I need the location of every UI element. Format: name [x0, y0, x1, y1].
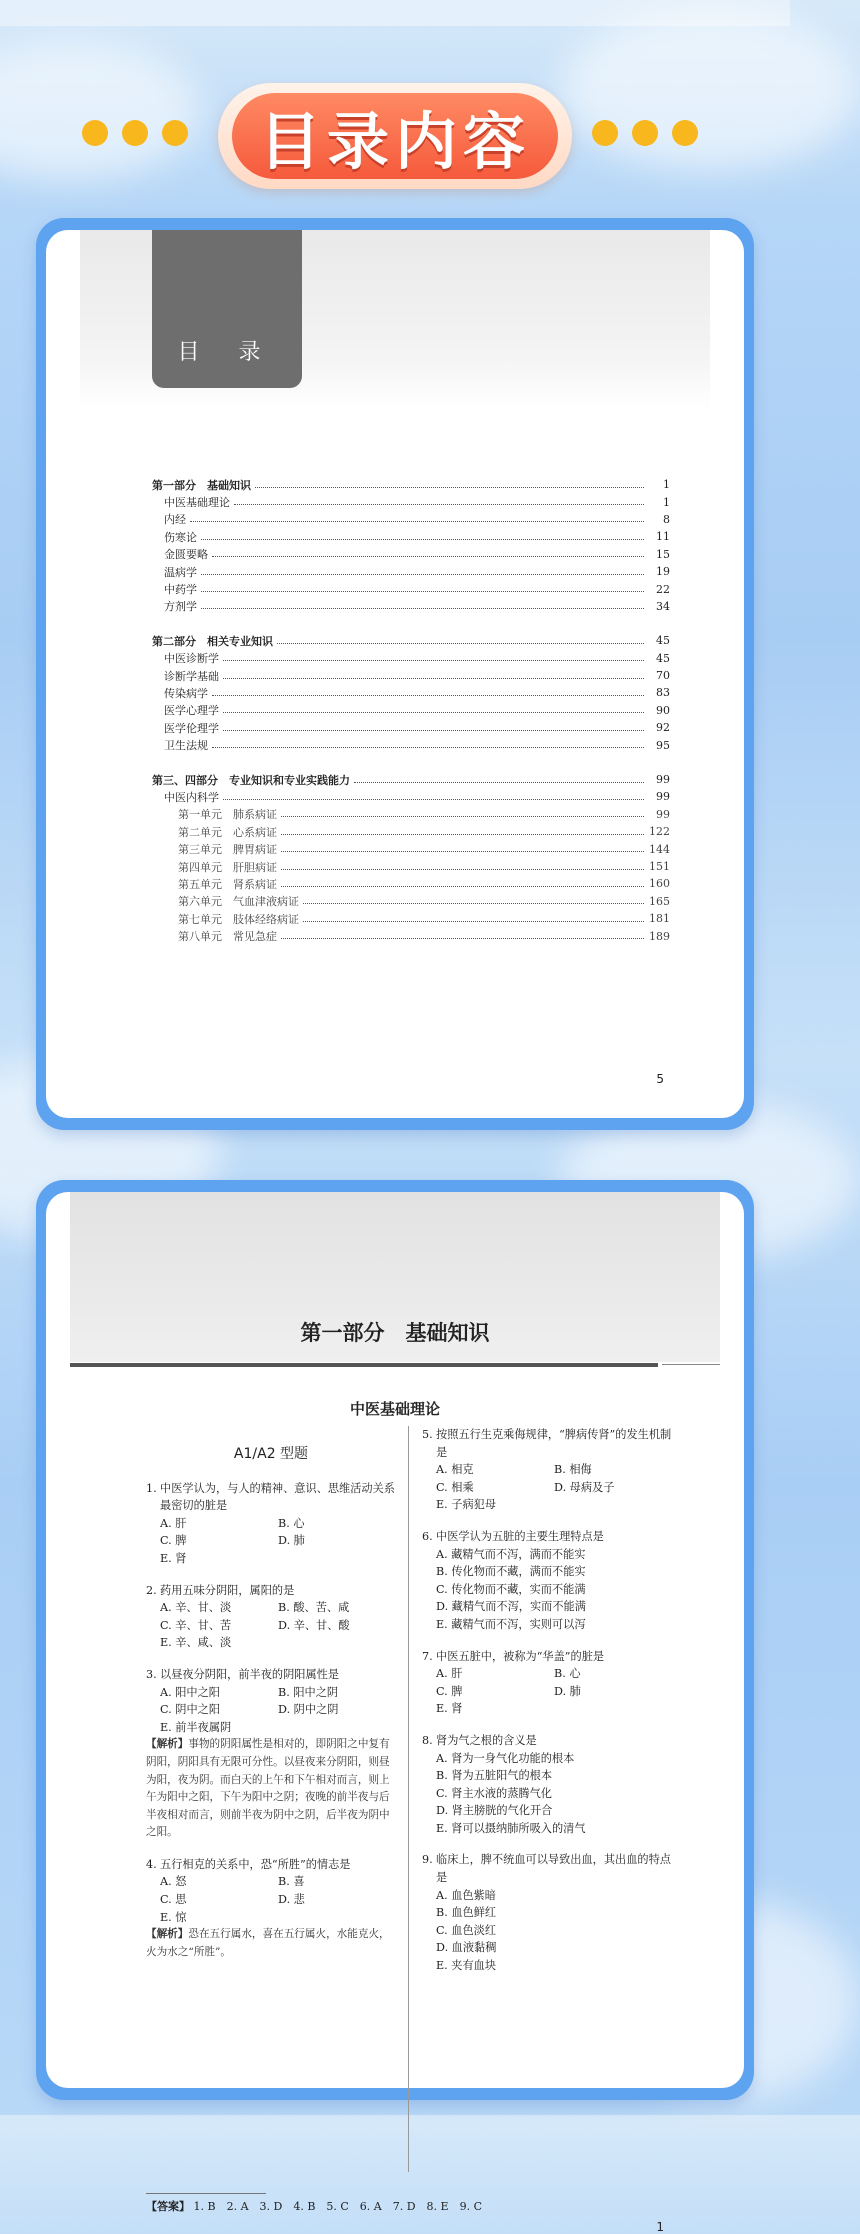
answer-option: A. 肝 — [160, 1516, 187, 1530]
answer-option: B. 心 — [554, 1667, 581, 1681]
question-text: 肾为气之根的含义是 — [436, 1733, 537, 1747]
options-grid — [422, 1750, 672, 1838]
answer-option: E. 子病犯母 — [436, 1498, 497, 1512]
question-text: 临床上，脾不统血可以导致出血，其出血的特点是 — [436, 1853, 671, 1885]
answer-option: A. 肾为一身气化功能的根本 — [436, 1751, 575, 1765]
toc-entry — [152, 927, 670, 944]
toc-entry-label: 卫生法规 — [164, 737, 212, 753]
toc-entry-label: 传染病学 — [164, 685, 212, 701]
toc-entry-page: 11 — [644, 530, 670, 543]
question-stem — [422, 1732, 672, 1750]
question-text: 中医学认为，与人的精神、意识、思维活动关系最密切的脏是 — [160, 1481, 395, 1513]
answer-option: B. 血色鲜红 — [436, 1906, 497, 1920]
toc-entry — [152, 667, 670, 684]
question-text: 按照五行生克乘侮规律，“脾病传肾”的发生机制是 — [436, 1428, 672, 1459]
content-page — [46, 1192, 744, 2234]
toc-entry — [152, 893, 670, 910]
toc-entry — [152, 684, 670, 701]
toc-entry-page: 22 — [644, 583, 670, 596]
toc-entry-page: 45 — [644, 634, 670, 647]
answer-option: D. 肺 — [278, 1534, 305, 1548]
toc-entry-page: 99 — [644, 790, 670, 803]
toc-entry — [152, 788, 670, 805]
answer-option: B. 喜 — [278, 1875, 305, 1889]
question-item — [422, 1528, 672, 1634]
question-number: 7. — [422, 1649, 433, 1663]
answer-option: B. 心 — [278, 1516, 305, 1530]
toc-entry-label: 金匮要略 — [164, 546, 212, 562]
toc-leader-dots — [223, 792, 644, 800]
section-title: 中医基础理论 — [349, 1400, 440, 1418]
toc-entry — [152, 736, 670, 753]
toc-entry-page: 165 — [644, 895, 670, 908]
toc-leader-dots — [212, 688, 644, 696]
toc-leader-dots — [281, 844, 644, 852]
title-badge — [218, 83, 572, 189]
options-grid — [146, 1684, 396, 1737]
toc-entry-page: 160 — [644, 877, 670, 890]
toc-entry-page: 181 — [644, 912, 670, 925]
toc-page — [46, 230, 744, 1118]
question-number: 6. — [422, 1529, 433, 1543]
toc-leader-dots — [277, 636, 644, 644]
options-grid — [422, 1546, 672, 1634]
answer-option: B. 相侮 — [554, 1463, 592, 1477]
analysis — [146, 1926, 396, 1961]
answer-option: D. 血液黏稠 — [436, 1941, 497, 1955]
toc-entry-page: 122 — [644, 825, 670, 838]
answer-option: E. 肾 — [436, 1702, 463, 1716]
toc-entry-label: 内经 — [164, 511, 190, 527]
options-grid — [146, 1873, 396, 1926]
answer-option: D. 母病及子 — [554, 1480, 615, 1494]
toc-entry — [152, 546, 670, 563]
toc-entry-label: 中医内科学 — [164, 789, 223, 805]
question-stem — [146, 1856, 396, 1874]
answer-option: B. 肾为五脏阳气的根本 — [436, 1769, 553, 1783]
question-text: 中医五脏中，被称为“华盖”的脏是 — [436, 1649, 605, 1663]
part-title: 第一部分 基础知识 — [300, 1321, 490, 1345]
toc-entry — [152, 598, 670, 615]
toc-entry-label: 第二部分 相关专业知识 — [152, 633, 277, 649]
toc-entry — [152, 806, 670, 823]
toc-leader-dots — [281, 809, 644, 817]
answer-option: C. 脾 — [436, 1684, 463, 1698]
question-text: 以昼夜分阴阳，前半夜的阴阳属性是 — [160, 1667, 340, 1681]
toc-entry-label: 第二单元 心系病证 — [178, 824, 281, 840]
toc-entry-label: 诊断学基础 — [164, 668, 223, 684]
toc-entry-label: 医学心理学 — [164, 702, 223, 718]
question-type-heading: A1/A2 型题 — [233, 1446, 309, 1462]
answer-option: C. 相乘 — [436, 1480, 474, 1494]
answer-option: C. 思 — [160, 1893, 187, 1907]
toc-entry-label: 温病学 — [164, 564, 201, 580]
toc-entry-page: 15 — [644, 548, 670, 561]
toc-entry — [152, 493, 670, 510]
question-stem — [146, 1582, 396, 1600]
question-item — [146, 1480, 396, 1568]
toc-entry — [152, 771, 670, 788]
page-number: 5 — [656, 1072, 664, 1086]
answer-option: C. 脾 — [160, 1534, 187, 1548]
toc-entry-page: 8 — [644, 513, 670, 526]
answer-option: A. 血色紫暗 — [436, 1888, 496, 1902]
toc-entry-page: 92 — [644, 721, 670, 734]
answer-option: E. 肾 — [160, 1551, 187, 1565]
question-text: 中医学认为五脏的主要生理特点是 — [436, 1529, 604, 1543]
toc-leader-dots — [223, 723, 644, 731]
answer-option: D. 阴中之阴 — [278, 1703, 339, 1717]
toc-leader-dots — [281, 827, 644, 835]
question-stem — [422, 1851, 672, 1886]
toc-entry-label: 第六单元 气血津液病证 — [178, 893, 303, 909]
toc-entry — [152, 875, 670, 892]
answer-option: C. 传化物而不藏，实而不能满 — [436, 1582, 586, 1596]
answer-option: C. 血色淡红 — [436, 1923, 497, 1937]
toc-entry-label: 第三、四部分 专业知识和专业实践能力 — [152, 772, 354, 788]
toc-entry-page: 90 — [644, 704, 670, 717]
toc-entry — [152, 476, 670, 493]
answer-option: C. 肾主水液的蒸腾气化 — [436, 1786, 552, 1800]
toc-leader-dots — [212, 740, 644, 748]
toc-entry-label: 中医基础理论 — [164, 494, 234, 510]
answer-option: C. 阴中之阳 — [160, 1703, 221, 1717]
toc-entry-page: 99 — [644, 773, 670, 786]
question-stem — [146, 1480, 396, 1515]
toc-entry-label: 第七单元 肢体经络病证 — [178, 911, 303, 927]
question-text: 药用五味分阴阳，属阳的是 — [160, 1583, 295, 1597]
toc-entry — [152, 511, 670, 528]
answer-option: E. 肾可以摄纳肺所吸入的清气 — [436, 1821, 586, 1835]
toc-entry — [152, 858, 670, 875]
question-stem — [422, 1648, 672, 1666]
toc-entry-label: 第一单元 肺系病证 — [178, 806, 281, 822]
answer-option: E. 辛、咸、淡 — [160, 1636, 232, 1650]
analysis-label: 【解析】 — [146, 1738, 189, 1751]
toc-entry — [152, 528, 670, 545]
toc-entry — [152, 702, 670, 719]
question-item — [146, 1666, 396, 1842]
toc-leader-dots — [234, 497, 644, 505]
page-number: 1 — [656, 2220, 664, 2234]
right-column — [422, 1426, 672, 1989]
options-grid — [422, 1461, 672, 1514]
options-grid — [422, 1887, 672, 1975]
toc-leader-dots — [212, 549, 644, 557]
toc-entry-page: 83 — [644, 686, 670, 699]
decorative-dots-left — [82, 120, 188, 146]
question-item — [422, 1732, 672, 1838]
table-of-contents — [152, 476, 670, 945]
toc-entry — [152, 719, 670, 736]
question-number: 4. — [146, 1857, 157, 1871]
answer-option: A. 怒 — [160, 1875, 187, 1889]
toc-leader-dots — [223, 671, 644, 679]
question-item — [422, 1426, 672, 1514]
page-title: 目录内容 — [232, 93, 558, 179]
toc-entry — [152, 563, 670, 580]
header — [0, 70, 790, 190]
toc-leader-dots — [281, 931, 644, 939]
toc-entry-label: 第八单元 常见急症 — [178, 928, 281, 944]
toc-entry-label: 伤寒论 — [164, 529, 201, 545]
toc-entry-label: 第五单元 肾系病证 — [178, 876, 281, 892]
toc-entry-page: 99 — [644, 808, 670, 821]
toc-entry-page: 189 — [644, 930, 670, 943]
answer-option: E. 夹有血块 — [436, 1959, 497, 1973]
answer-option: D. 辛、甘、酸 — [278, 1618, 350, 1632]
question-number: 1. — [146, 1481, 157, 1495]
answer-option: C. 辛、甘、苦 — [160, 1618, 232, 1632]
answer-key — [146, 2198, 482, 2214]
toc-leader-dots — [190, 514, 644, 522]
answer-option: D. 肾主膀胱的气化开合 — [436, 1804, 553, 1818]
answer-option: A. 肝 — [436, 1667, 463, 1681]
options-grid — [422, 1665, 672, 1718]
question-item — [422, 1851, 672, 1974]
toc-card — [36, 218, 754, 1130]
toc-leader-dots — [354, 775, 644, 783]
toc-entry-label: 中药学 — [164, 581, 201, 597]
toc-entry — [152, 823, 670, 840]
decorative-dots-right — [592, 120, 698, 146]
toc-entry-label: 第四单元 肝胆病证 — [178, 859, 281, 875]
toc-leader-dots — [255, 480, 644, 488]
answer-option: E. 前半夜属阴 — [160, 1720, 232, 1734]
toc-entry-label: 第三单元 脾胃病证 — [178, 841, 281, 857]
answer-option: E. 藏精气而不泻，实则可以泻 — [436, 1617, 586, 1631]
answers-rule — [146, 2193, 266, 2194]
toc-leader-dots — [281, 879, 644, 887]
question-number: 5. — [422, 1428, 433, 1441]
toc-leader-dots — [201, 584, 644, 592]
toc-entry-label: 方剂学 — [164, 598, 201, 614]
toc-entry-label: 中医诊断学 — [164, 650, 223, 666]
toc-leader-dots — [223, 653, 644, 661]
toc-leader-dots — [201, 567, 644, 575]
toc-entry-page: 151 — [644, 860, 670, 873]
question-stem — [422, 1426, 672, 1461]
answer-option: E. 惊 — [160, 1910, 187, 1924]
toc-entry-page: 1 — [644, 496, 670, 509]
question-stem — [146, 1666, 396, 1684]
answer-option: D. 悲 — [278, 1893, 305, 1907]
answer-option: D. 藏精气而不泻，实而不能满 — [436, 1600, 586, 1614]
answers-label: 【答案】 — [146, 2200, 190, 2213]
answer-option: A. 藏精气而不泻，满而不能实 — [436, 1547, 586, 1561]
toc-entry-page: 19 — [644, 565, 670, 578]
question-number: 3. — [146, 1667, 157, 1681]
toc-entry-page: 95 — [644, 739, 670, 752]
content-card — [36, 1180, 754, 2234]
analysis-text: 事物的阴阳属性是相对的，即阴阳之中复有阴阳，阴阳具有无限可分性。以昼夜来分阴阳，则昼为阳，夜为阴。而白天的上午和下午相对而言，则上午为阳中之阳，下午为阳中之阴；夜晚的前半夜与后半夜相对而言，则前半夜为阴中之阴，后半夜为阴中之阳。 — [146, 1738, 390, 1839]
header-rule-thin — [662, 1364, 720, 1365]
question-number: 9. — [422, 1853, 433, 1867]
question-number: 8. — [422, 1733, 433, 1747]
options-grid — [146, 1515, 396, 1568]
question-stem — [422, 1528, 672, 1546]
question-number: 2. — [146, 1583, 157, 1597]
toc-entry — [152, 632, 670, 649]
answer-option: A. 辛、甘、淡 — [160, 1601, 232, 1615]
answers-text: 1. B 2. A 3. D 4. B 5. C 6. A 7. D 8. E 9. C — [193, 2200, 482, 2213]
answer-option: A. 相克 — [436, 1463, 474, 1477]
toc-leader-dots — [281, 862, 644, 870]
question-item — [422, 1648, 672, 1718]
options-grid — [146, 1599, 396, 1652]
toc-entry — [152, 650, 670, 667]
question-text: 五行相克的关系中，恐“所胜”的情志是 — [160, 1857, 351, 1871]
analysis — [146, 1736, 396, 1842]
answer-option: A. 阳中之阳 — [160, 1685, 220, 1699]
column-divider — [408, 1426, 409, 2172]
toc-entry-page: 1 — [644, 478, 670, 491]
question-item — [146, 1582, 396, 1652]
toc-entry — [152, 580, 670, 597]
toc-entry — [152, 910, 670, 927]
toc-leader-dots — [201, 601, 644, 609]
toc-entry-page: 34 — [644, 600, 670, 613]
toc-entry-page: 70 — [644, 669, 670, 682]
toc-leader-dots — [303, 914, 644, 922]
answer-option: B. 阳中之阴 — [278, 1685, 339, 1699]
analysis-text: 恐在五行属水，喜在五行属火，水能克火，火为水之“所胜”。 — [146, 1928, 390, 1958]
toc-entry-label: 医学伦理学 — [164, 720, 223, 736]
answer-option: B. 传化物而不藏，满而不能实 — [436, 1565, 586, 1579]
toc-entry-page: 45 — [644, 652, 670, 665]
left-column — [146, 1426, 396, 1975]
question-item — [146, 1856, 396, 1962]
header-rule — [70, 1363, 658, 1367]
toc-entry-label: 第一部分 基础知识 — [152, 477, 255, 493]
analysis-label: 【解析】 — [146, 1928, 189, 1941]
toc-entry-page: 144 — [644, 843, 670, 856]
toc-leader-dots — [223, 705, 644, 713]
toc-leader-dots — [201, 532, 644, 540]
toc-leader-dots — [303, 896, 644, 904]
toc-heading: 目 录 — [177, 340, 277, 365]
answer-option: D. 肺 — [554, 1684, 581, 1698]
answer-option: B. 酸、苦、咸 — [278, 1601, 350, 1615]
toc-heading-tab — [152, 230, 302, 388]
toc-entry — [152, 840, 670, 857]
